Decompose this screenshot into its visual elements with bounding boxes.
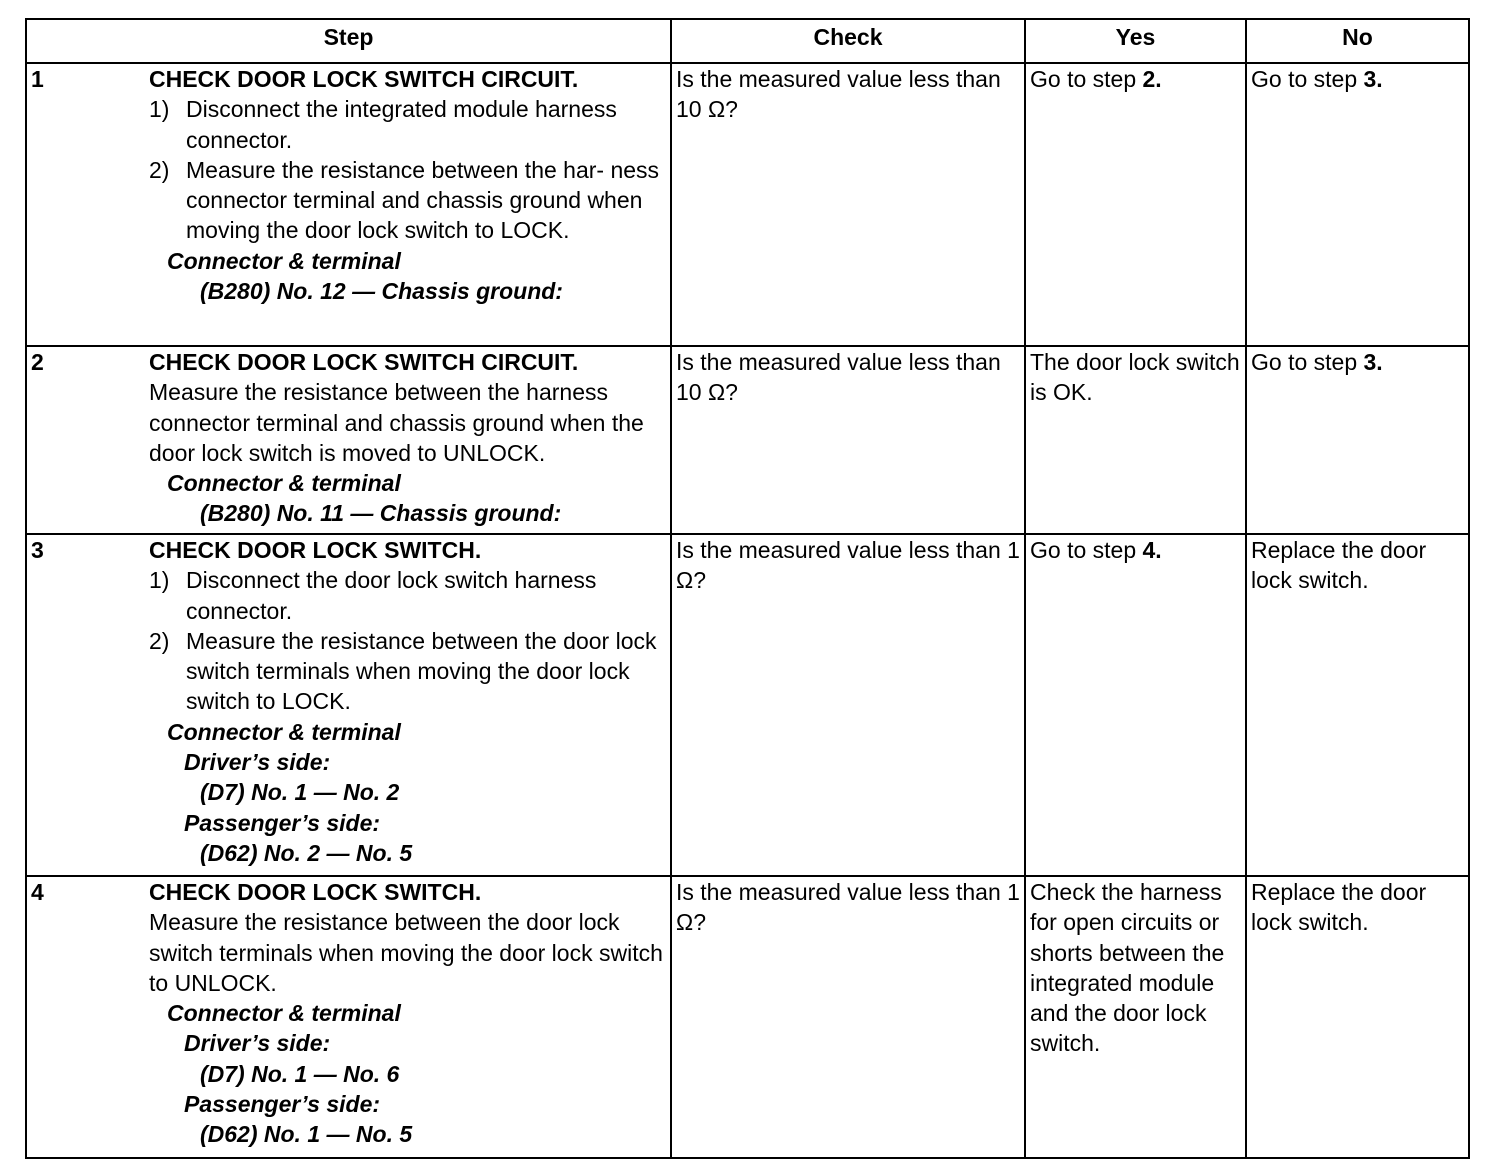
substep-text: Disconnect the door lock switch harness connector. xyxy=(186,567,597,624)
yes-text: Go to step xyxy=(1030,537,1143,563)
no-cell: Replace the door lock switch. xyxy=(1246,876,1469,1158)
no-step-ref: 3. xyxy=(1363,349,1383,375)
substep xyxy=(149,565,666,626)
driver-side-label: Driver’s side: xyxy=(184,749,331,776)
passenger-terminal-pin: (D62) No. 1 — No. 5 xyxy=(200,1121,413,1148)
substep xyxy=(149,155,666,246)
passenger-side-label: Passenger’s side: xyxy=(184,809,381,836)
step-title: CHECK DOOR LOCK SWITCH. xyxy=(149,879,482,905)
yes-cell: Check the harness for open circuits or shorts between the integrated module and the door lock switch. xyxy=(1025,876,1246,1158)
header-row xyxy=(26,19,1469,63)
step-number: 4 xyxy=(31,879,44,905)
substep-text: Measure the resistance between the door lock switch terminals when moving the door lock switch to LOCK. xyxy=(186,627,657,715)
table-row xyxy=(26,534,1469,876)
no-cell: Replace the door lock switch. xyxy=(1246,534,1469,876)
step-cell xyxy=(26,876,671,1158)
passenger-terminal-pin: (D62) No. 2 — No. 5 xyxy=(200,839,413,866)
step-title: CHECK DOOR LOCK SWITCH CIRCUIT. xyxy=(149,349,579,375)
substep-text: Measure the resistance between the har- ness connector terminal and chassis ground when moving the door lock switch to LOCK. xyxy=(186,156,660,244)
table-row xyxy=(26,63,1469,346)
header-check: Check xyxy=(671,19,1025,63)
check-cell: Is the measured value less than 10 Ω? xyxy=(671,63,1025,346)
step-cell xyxy=(26,63,671,346)
no-step-ref: 3. xyxy=(1363,66,1383,92)
yes-cell xyxy=(1025,534,1246,876)
diagnostic-table xyxy=(25,18,1470,1159)
yes-step-ref: 4. xyxy=(1142,537,1162,563)
check-cell: Is the measured value less than 10 Ω? xyxy=(671,346,1025,534)
substep-text: Disconnect the integrated module harness connector. xyxy=(186,96,617,153)
terminal-pin: (B280) No. 12 — Chassis ground: xyxy=(200,278,563,305)
no-text: Go to step xyxy=(1251,66,1364,92)
no-cell xyxy=(1246,63,1469,346)
passenger-side-label: Passenger’s side: xyxy=(184,1091,381,1118)
substep xyxy=(149,94,666,155)
substep xyxy=(149,626,666,717)
connector-terminal-label: Connector & terminal xyxy=(167,470,401,497)
header-step: Step xyxy=(26,19,671,63)
yes-cell: The door lock switch is OK. xyxy=(1025,346,1246,534)
step-body: Measure the resistance between the harness connector terminal and chassis ground when the door lock switch is moved to UNLOCK. xyxy=(149,379,644,466)
terminal-pin: (B280) No. 11 — Chassis ground: xyxy=(200,500,562,527)
substep-number: 2) xyxy=(149,156,170,183)
driver-side-label: Driver’s side: xyxy=(184,1030,331,1057)
step-number: 1 xyxy=(31,66,44,92)
step-title: CHECK DOOR LOCK SWITCH CIRCUIT. xyxy=(149,66,579,92)
table-row xyxy=(26,346,1469,534)
connector-terminal-label: Connector & terminal xyxy=(167,1000,401,1027)
table-row xyxy=(26,876,1469,1158)
yes-text: Go to step xyxy=(1030,66,1143,92)
step-body: Measure the resistance between the door lock switch terminals when moving the door lock switch to UNLOCK. xyxy=(149,909,663,996)
driver-terminal-pin: (D7) No. 1 — No. 6 xyxy=(200,1060,400,1087)
check-cell: Is the measured value less than 1 Ω? xyxy=(671,534,1025,876)
step-number: 2 xyxy=(31,349,44,375)
step-number: 3 xyxy=(31,537,44,563)
substep-number: 2) xyxy=(149,627,170,654)
substep-number: 1) xyxy=(149,567,170,594)
no-text: Go to step xyxy=(1251,349,1364,375)
yes-cell xyxy=(1025,63,1246,346)
step-cell xyxy=(26,346,671,534)
header-yes: Yes xyxy=(1025,19,1246,63)
driver-terminal-pin: (D7) No. 1 — No. 2 xyxy=(200,779,400,806)
check-cell: Is the measured value less than 1 Ω? xyxy=(671,876,1025,1158)
no-cell xyxy=(1246,346,1469,534)
connector-terminal-label: Connector & terminal xyxy=(167,247,401,274)
header-no: No xyxy=(1246,19,1469,63)
yes-step-ref: 2. xyxy=(1142,66,1162,92)
connector-terminal-label: Connector & terminal xyxy=(167,718,401,745)
step-cell xyxy=(26,534,671,876)
step-title: CHECK DOOR LOCK SWITCH. xyxy=(149,537,482,563)
substep-number: 1) xyxy=(149,96,170,123)
